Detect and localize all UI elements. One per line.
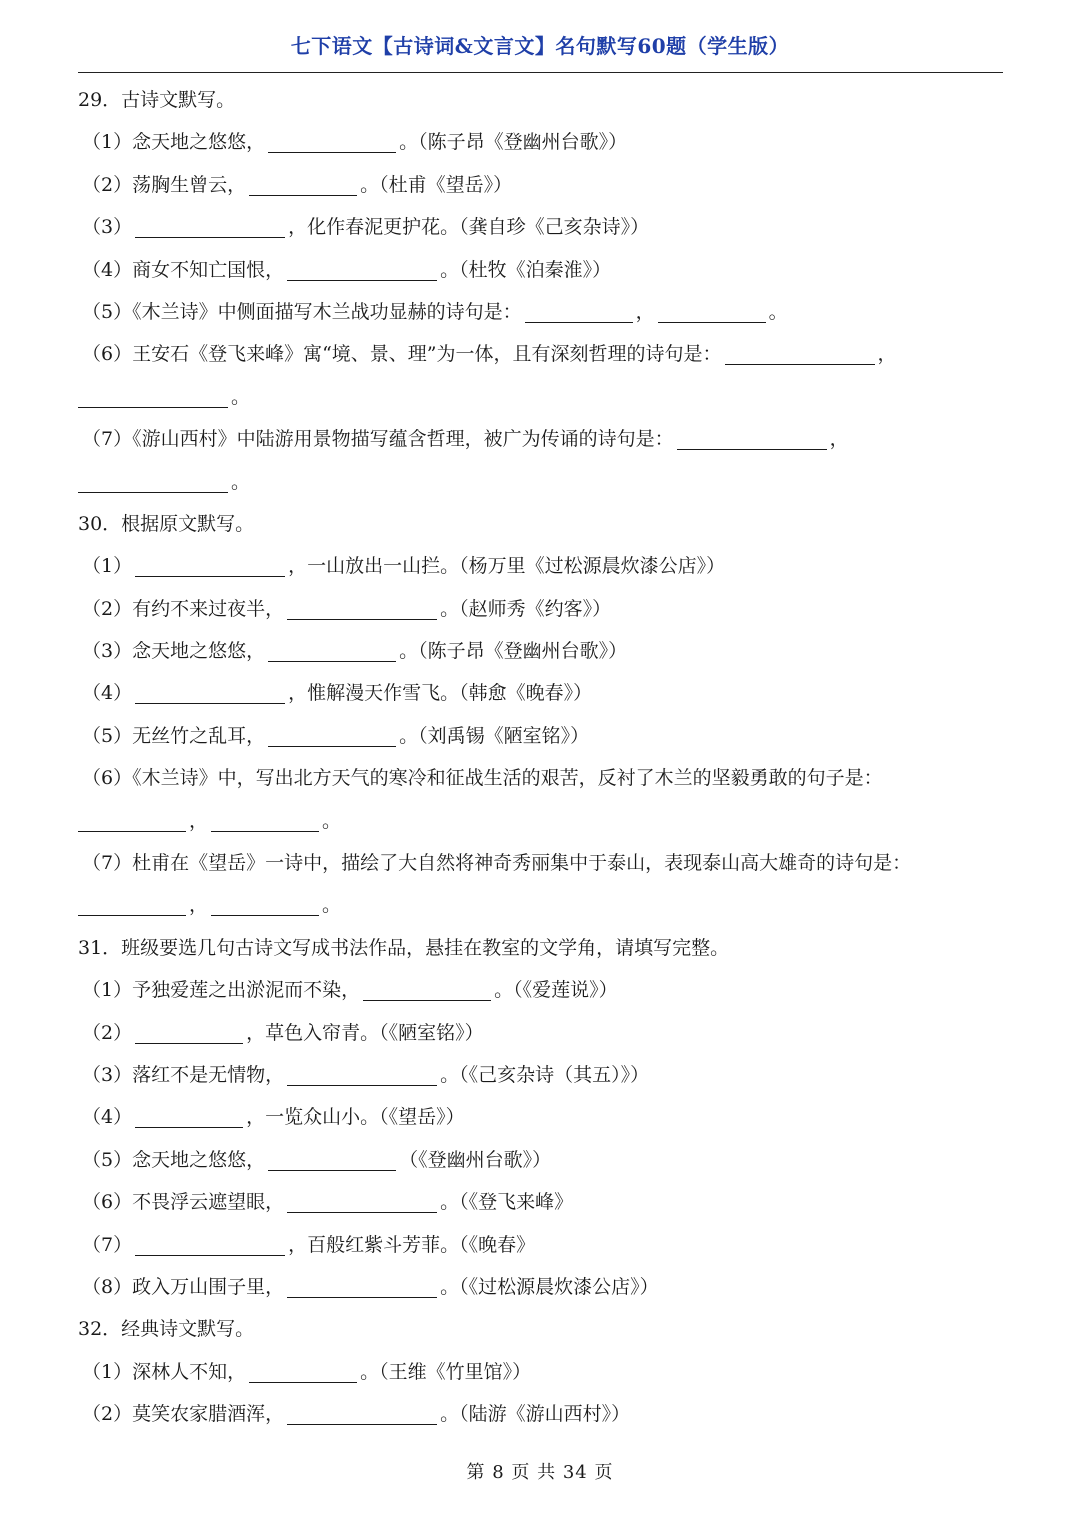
item-text: ，一览众山小。（《望岳》） [246,1106,465,1129]
answer-blank[interactable] [268,722,396,747]
q30-item-1 [78,545,1003,587]
item-text: （5）无丝竹之乱耳， [82,724,266,747]
answer-blank[interactable] [249,171,357,196]
answer-blank[interactable] [658,298,766,323]
q30-item-5 [78,715,1003,757]
item-text: （2）有约不来过夜半， [82,597,285,620]
answer-blank[interactable] [135,213,285,238]
item-text: （7）杜甫在《望岳》一诗中，描绘了大自然将神奇秀丽集中于泰山，表现泰山高大雄奇的诗句是： [82,852,912,875]
q32-item-1 [78,1351,1003,1393]
q32-item-2 [78,1393,1003,1435]
q29-item-7-continued [78,461,1003,503]
item-text: ， [877,343,897,366]
answer-blank[interactable] [135,1103,243,1128]
item-text: ，百般红紫斗芳菲。（《晚春》 [288,1233,536,1256]
item-text: 。（陈子昂《登幽州台歌》） [399,640,628,663]
answer-blank[interactable] [249,1358,357,1383]
item-text: （7） [82,1233,133,1256]
header-divider [78,72,1003,73]
q30-item-2 [78,588,1003,630]
answer-blank[interactable] [78,891,186,916]
item-text: ， [189,809,209,832]
item-text: （3）念天地之悠悠， [82,640,266,663]
item-text: （2）荡胸生曾云， [82,173,247,196]
item-text: ，草色入帘青。（《陋室铭》） [246,1021,484,1044]
q29-item-1 [78,121,1003,163]
answer-blank[interactable] [268,637,396,662]
answer-blank[interactable] [268,128,396,153]
answer-blank[interactable] [363,976,491,1001]
q31-item-6 [78,1181,1003,1223]
question-30-title: 30．根据原文默写。 [78,512,255,535]
answer-blank[interactable] [78,383,228,408]
q31-item-1 [78,969,1003,1011]
q30-item-7-continued [78,884,1003,926]
question-32-title: 32．经典诗文默写。 [78,1318,255,1341]
answer-blank[interactable] [287,1273,437,1298]
answer-blank[interactable] [78,468,228,493]
item-text: 。 [322,809,342,832]
item-text: （8）政入万山围子里， [82,1275,285,1298]
item-text: （4） [82,682,133,705]
item-text: 。 [322,894,342,917]
page-number: 第 8 页 共 34 页 [466,1462,614,1483]
answer-blank[interactable] [211,807,319,832]
answer-blank[interactable] [287,1188,437,1213]
answer-blank[interactable] [135,1019,243,1044]
item-text: （5）念天地之悠悠， [82,1148,266,1171]
item-text: （3）落红不是无情物， [82,1063,285,1086]
item-text: 。（陈子昂《登幽州台歌》） [399,131,628,154]
item-text: （7）《游山西村》中陆游用景物描写蕴含哲理，被广为传诵的诗句是： [82,428,674,451]
q31-item-2 [78,1012,1003,1054]
item-text: （6）王安石《登飞来峰》寓“境、景、理”为一体，且有深刻哲理的诗句是： [82,343,722,366]
question-content [78,79,1003,1436]
question-31-title: 31．班级要选几句古诗文写成书法作品，悬挂在教室的文学角，请填写完整。 [78,936,730,959]
q29-item-2 [78,164,1003,206]
answer-blank[interactable] [135,1231,285,1256]
item-text: （《登幽州台歌》） [399,1148,552,1171]
q31-item-8 [78,1266,1003,1308]
item-text: （1）予独爱莲之出淤泥而不染， [82,979,361,1002]
q29-item-6 [78,333,1003,375]
item-text: 。（刘禹锡《陋室铭》） [399,724,590,747]
q31-item-5 [78,1139,1003,1181]
item-text: 。（《爱莲说》） [494,979,618,1002]
item-text: （1）念天地之悠悠， [82,131,266,154]
item-text: 。 [768,300,788,323]
item-text: （2） [82,1021,133,1044]
q29-item-3 [78,206,1003,248]
q29-item-5 [78,291,1003,333]
item-text: 。（陆游《游山西村》） [440,1403,631,1426]
item-text: （3） [82,216,133,239]
q30-item-4 [78,672,1003,714]
item-text: 。 [231,470,251,493]
q31-item-3 [78,1054,1003,1096]
answer-blank[interactable] [725,340,875,365]
item-text: ，惟解漫天作雪飞。（韩愈《晚春》） [288,682,593,705]
answer-blank[interactable] [211,891,319,916]
q31-item-4 [78,1096,1003,1138]
item-text: 。 [231,385,251,408]
answer-blank[interactable] [135,552,285,577]
item-text: （4）商女不知亡国恨， [82,258,285,281]
q30-item-7 [78,842,1003,884]
item-text: 。（《登飞来峰》 [440,1191,574,1214]
q29-item-7 [78,418,1003,460]
item-text: ， [635,300,655,323]
q31-item-7 [78,1224,1003,1266]
item-text: （1） [82,555,133,578]
item-text: （6）《木兰诗》中，写出北方天气的寒冷和征战生活的艰苦，反衬了木兰的坚毅勇敢的句子是： [82,767,883,790]
item-text: 。（赵师秀《约客》） [440,597,612,620]
answer-blank[interactable] [677,425,827,450]
item-text: ，一山放出一山拦。（杨万里《过松源晨炊漆公店》） [288,555,726,578]
item-text: （6）不畏浮云遮望眼， [82,1191,285,1214]
item-text: ， [829,428,849,451]
q30-item-6-continued [78,800,1003,842]
answer-blank[interactable] [78,807,186,832]
item-text: （5）《木兰诗》中侧面描写木兰战功显赫的诗句是： [82,300,522,323]
q29-item-6-continued [78,376,1003,418]
item-text: 。（《过松源晨炊漆公店》） [440,1275,659,1298]
answer-blank[interactable] [135,679,285,704]
q29-item-4 [78,249,1003,291]
item-text: 。（杜牧《泊秦淮》） [440,258,612,281]
q30-item-6 [78,757,1003,799]
answer-blank[interactable] [287,1061,437,1086]
item-text: （4） [82,1106,133,1129]
item-text: 。（《己亥杂诗（其五）》） [440,1063,650,1086]
item-text: ，化作春泥更护花。（龚自珍《己亥杂诗》） [288,216,650,239]
item-text: （2）莫笑农家腊酒浑， [82,1403,285,1426]
answer-blank[interactable] [287,256,437,281]
item-text: 。（王维《竹里馆》） [360,1360,532,1383]
answer-blank[interactable] [287,1400,437,1425]
q30-item-3 [78,630,1003,672]
question-29-title: 29．古诗文默写。 [78,89,236,111]
answer-blank[interactable] [525,298,633,323]
item-text: 。（杜甫《望岳》） [360,173,513,196]
item-text: （1）深林人不知， [82,1360,247,1383]
document-header-title: 七下语文【古诗词&文言文】名句默写60题（学生版） [290,34,790,58]
answer-blank[interactable] [268,1146,396,1171]
answer-blank[interactable] [287,595,437,620]
item-text: ， [189,894,209,917]
